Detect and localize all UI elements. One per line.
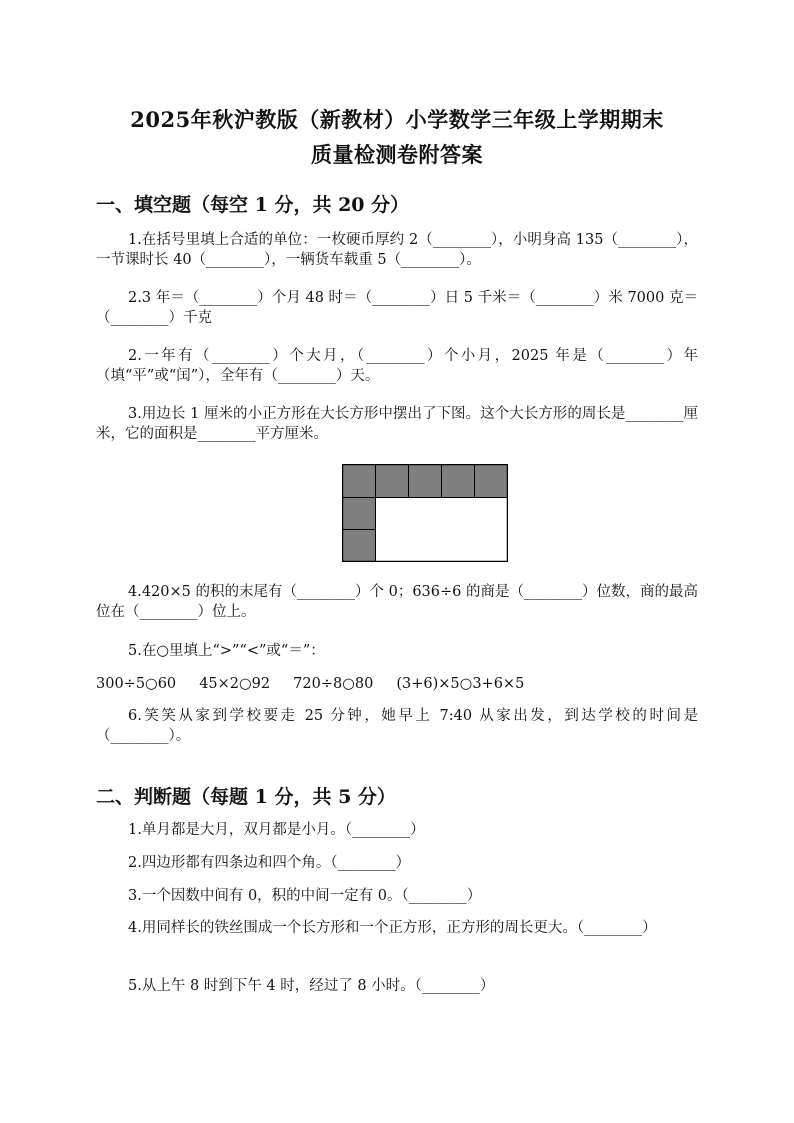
question-2-2: 2.四边形都有四条边和四个角。（________） <box>128 855 411 871</box>
question-1-5: 5.在○里填上“>”“<”或“＝”： <box>128 643 325 659</box>
small-square <box>409 465 442 498</box>
page-title: 2025年秋沪教版（新教材）小学数学三年级上学期期末 <box>130 107 664 132</box>
question-1-2b: 2.一年有（________）个大月，（________）个小月，2025 年是（________）年（填“平”或“闰”），全年有（________）天。 <box>96 348 698 384</box>
question-2-3: 3.一个因数中间有 0，积的中间一定有 0。（________） <box>128 888 482 904</box>
question-1-1: 1.在括号里填上合适的单位：一枚硬币厚约 2（________），小明身高 135（________），一节课时长 40（________），一辆货车载重 5（________）。 <box>96 232 698 268</box>
question-2-1: 1.单月都是大月，双月都是小月。（________） <box>128 822 425 838</box>
question-1-3: 3.用边长 1 厘米的小正方形在大长方形中摆出了下图。这个大长方形的周长是________厘米，它的面积是________平方厘米。 <box>96 406 698 442</box>
section-1-heading: 一、填空题（每空 1 分，共 20 分） <box>96 194 410 216</box>
question-2-4: 4.用同样长的铁丝围成一个长方形和一个正方形，正方形的周长更大。（________） <box>128 920 657 936</box>
question-1-6: 6.笑笑从家到学校要走 25 分钟，她早上 7:40 从家出发，到达学校的时间是（________）。 <box>96 708 698 744</box>
question-1-2a: 2.3 年＝（________）个月 48 时＝（________）日 5 千米＝（________）米 7000 克＝（________）千克 <box>96 290 698 326</box>
question-2-5: 5.从上午 8 时到下午 4 时，经过了 8 小时。（________） <box>128 978 495 994</box>
small-square <box>343 498 376 530</box>
page-subtitle: 质量检测卷附答案 <box>311 142 483 167</box>
small-square <box>343 530 376 562</box>
question-1-4: 4.420×5 的积的末尾有（________）个 0；636÷6 的商是（________）位数，商的最高位在（________）位上。 <box>96 584 698 620</box>
small-square <box>343 465 376 498</box>
rectangle-diagram <box>342 464 508 562</box>
section-2-heading: 二、判断题（每题 1 分，共 5 分） <box>96 786 396 808</box>
small-squares <box>343 465 508 562</box>
small-square <box>376 465 409 498</box>
question-1-5-items: 300÷5○60 45×2○92 720÷8○80 (3+6)×5○3+6×5 <box>96 676 525 692</box>
small-square <box>442 465 475 498</box>
small-square <box>475 465 508 498</box>
